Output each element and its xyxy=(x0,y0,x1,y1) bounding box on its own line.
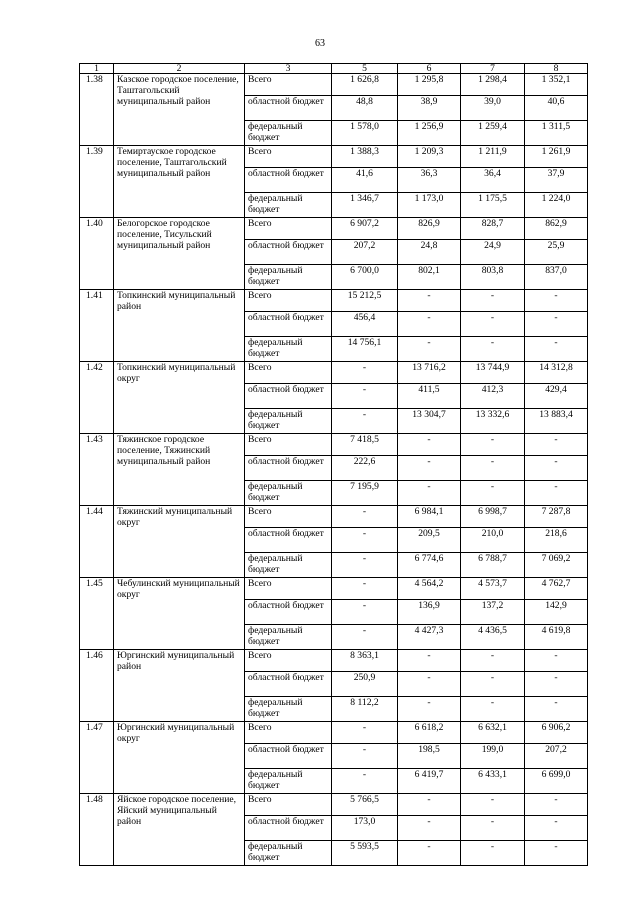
value-col-7: - xyxy=(461,481,525,506)
value-col-6: - xyxy=(398,337,461,362)
value-col-6: 198,5 xyxy=(398,744,461,769)
header-cell: 2 xyxy=(114,64,245,74)
value-col-6: - xyxy=(398,816,461,841)
value-col-8: 7 287,8 xyxy=(525,506,588,528)
funding-type: областной бюджет xyxy=(245,672,332,697)
row-number: 1.45 xyxy=(80,578,114,650)
table-row xyxy=(80,290,588,312)
value-col-8: - xyxy=(525,456,588,481)
funding-type: федеральный бюджет xyxy=(245,121,332,146)
value-col-7: - xyxy=(461,434,525,456)
funding-type: областной бюджет xyxy=(245,816,332,841)
value-col-6: 38,9 xyxy=(398,96,461,121)
value-col-7: 210,0 xyxy=(461,528,525,553)
value-col-6: 6 618,2 xyxy=(398,722,461,744)
funding-type: Всего xyxy=(245,218,332,240)
value-col-8: 1 311,5 xyxy=(525,121,588,146)
value-col-7: 1 259,4 xyxy=(461,121,525,146)
table-row xyxy=(80,722,588,744)
value-col-7: - xyxy=(461,650,525,672)
value-col-5: 41,6 xyxy=(332,168,398,193)
value-col-5: 8 363,1 xyxy=(332,650,398,672)
value-col-5: - xyxy=(332,384,398,409)
value-col-7: - xyxy=(461,337,525,362)
value-col-8: - xyxy=(525,672,588,697)
value-col-8: 1 261,9 xyxy=(525,146,588,168)
value-col-7: 137,2 xyxy=(461,600,525,625)
value-col-7: - xyxy=(461,841,525,866)
value-col-8: 40,6 xyxy=(525,96,588,121)
value-col-5: 1 388,3 xyxy=(332,146,398,168)
funding-type: областной бюджет xyxy=(245,312,332,337)
value-col-7: - xyxy=(461,697,525,722)
value-col-5: 250,9 xyxy=(332,672,398,697)
value-col-5: 456,4 xyxy=(332,312,398,337)
territory-name: Топкинский муниципальный район xyxy=(114,290,245,362)
value-col-7: 6 632,1 xyxy=(461,722,525,744)
row-number: 1.48 xyxy=(80,794,114,866)
funding-type: Всего xyxy=(245,74,332,96)
funding-type: областной бюджет xyxy=(245,456,332,481)
value-col-8: - xyxy=(525,816,588,841)
value-col-6: 6 774,6 xyxy=(398,553,461,578)
funding-type: Всего xyxy=(245,722,332,744)
territory-name: Казское городское поселение, Таштагольский муниципальный район xyxy=(114,74,245,146)
value-col-7: 6 998,7 xyxy=(461,506,525,528)
value-col-5: 14 756,1 xyxy=(332,337,398,362)
value-col-5: - xyxy=(332,578,398,600)
table-row xyxy=(80,218,588,240)
row-number: 1.40 xyxy=(80,218,114,290)
value-col-8: 218,6 xyxy=(525,528,588,553)
table-row xyxy=(80,794,588,816)
funding-type: Всего xyxy=(245,434,332,456)
funding-type: Всего xyxy=(245,506,332,528)
value-col-8: 14 312,8 xyxy=(525,362,588,384)
value-col-6: 411,5 xyxy=(398,384,461,409)
funding-type: федеральный бюджет xyxy=(245,553,332,578)
value-col-7: 6 788,7 xyxy=(461,553,525,578)
budget-table xyxy=(79,63,588,866)
value-col-6: 802,1 xyxy=(398,265,461,290)
row-number: 1.46 xyxy=(80,650,114,722)
value-col-8: 7 069,2 xyxy=(525,553,588,578)
value-col-7: - xyxy=(461,290,525,312)
value-col-7: 24,9 xyxy=(461,240,525,265)
value-col-5: 6 700,0 xyxy=(332,265,398,290)
value-col-8: - xyxy=(525,794,588,816)
value-col-5: - xyxy=(332,600,398,625)
value-col-5: 48,8 xyxy=(332,96,398,121)
funding-type: Всего xyxy=(245,146,332,168)
funding-type: областной бюджет xyxy=(245,384,332,409)
value-col-8: 4 619,8 xyxy=(525,625,588,650)
funding-type: областной бюджет xyxy=(245,744,332,769)
value-col-5: - xyxy=(332,362,398,384)
value-col-5: - xyxy=(332,625,398,650)
value-col-5: 207,2 xyxy=(332,240,398,265)
value-col-8: - xyxy=(525,650,588,672)
value-col-5: 173,0 xyxy=(332,816,398,841)
value-col-6: 24,8 xyxy=(398,240,461,265)
funding-type: федеральный бюджет xyxy=(245,265,332,290)
value-col-8: - xyxy=(525,312,588,337)
funding-type: федеральный бюджет xyxy=(245,409,332,434)
value-col-7: 828,7 xyxy=(461,218,525,240)
value-col-7: 39,0 xyxy=(461,96,525,121)
funding-type: Всего xyxy=(245,578,332,600)
value-col-7: 199,0 xyxy=(461,744,525,769)
value-col-5: - xyxy=(332,722,398,744)
value-col-6: - xyxy=(398,650,461,672)
value-col-8: 4 762,7 xyxy=(525,578,588,600)
value-col-5: 7 195,9 xyxy=(332,481,398,506)
value-col-8: 862,9 xyxy=(525,218,588,240)
value-col-6: - xyxy=(398,290,461,312)
value-col-6: 6 419,7 xyxy=(398,769,461,794)
value-col-7: - xyxy=(461,672,525,697)
value-col-5: 1 626,8 xyxy=(332,74,398,96)
value-col-5: 6 907,2 xyxy=(332,218,398,240)
value-col-6: 13 304,7 xyxy=(398,409,461,434)
territory-name: Яйское городское поселение, Яйский муниципальный район xyxy=(114,794,245,866)
value-col-6: 1 295,8 xyxy=(398,74,461,96)
value-col-6: 209,5 xyxy=(398,528,461,553)
funding-type: областной бюджет xyxy=(245,600,332,625)
value-col-5: - xyxy=(332,769,398,794)
funding-type: Всего xyxy=(245,650,332,672)
value-col-6: 826,9 xyxy=(398,218,461,240)
row-number: 1.44 xyxy=(80,506,114,578)
funding-type: областной бюджет xyxy=(245,240,332,265)
funding-type: Всего xyxy=(245,794,332,816)
table-row xyxy=(80,146,588,168)
value-col-8: 6 699,0 xyxy=(525,769,588,794)
page-number: 63 xyxy=(315,38,325,49)
value-col-6: 36,3 xyxy=(398,168,461,193)
value-col-7: 4 436,5 xyxy=(461,625,525,650)
value-col-7: 6 433,1 xyxy=(461,769,525,794)
funding-type: областной бюджет xyxy=(245,168,332,193)
value-col-7: 13 744,9 xyxy=(461,362,525,384)
funding-type: федеральный бюджет xyxy=(245,193,332,218)
value-col-6: - xyxy=(398,456,461,481)
funding-type: федеральный бюджет xyxy=(245,697,332,722)
value-col-6: - xyxy=(398,794,461,816)
value-col-5: - xyxy=(332,744,398,769)
value-col-5: 15 212,5 xyxy=(332,290,398,312)
value-col-6: 1 256,9 xyxy=(398,121,461,146)
value-col-7: 412,3 xyxy=(461,384,525,409)
territory-name: Тяжинский муниципальный округ xyxy=(114,506,245,578)
value-col-5: - xyxy=(332,553,398,578)
value-col-5: 5 593,5 xyxy=(332,841,398,866)
value-col-8: 1 224,0 xyxy=(525,193,588,218)
table-row xyxy=(80,74,588,96)
row-number: 1.38 xyxy=(80,74,114,146)
funding-type: Всего xyxy=(245,290,332,312)
value-col-8: 429,4 xyxy=(525,384,588,409)
value-col-6: - xyxy=(398,312,461,337)
funding-type: областной бюджет xyxy=(245,528,332,553)
row-number: 1.41 xyxy=(80,290,114,362)
header-cell: 1 xyxy=(80,64,114,74)
value-col-8: 13 883,4 xyxy=(525,409,588,434)
table-row xyxy=(80,650,588,672)
value-col-5: 7 418,5 xyxy=(332,434,398,456)
value-col-8: - xyxy=(525,841,588,866)
value-col-6: 1 209,3 xyxy=(398,146,461,168)
header-cell: 6 xyxy=(398,64,461,74)
value-col-8: - xyxy=(525,337,588,362)
table-row xyxy=(80,434,588,456)
value-col-5: - xyxy=(332,528,398,553)
value-col-5: 8 112,2 xyxy=(332,697,398,722)
value-col-6: 4 427,3 xyxy=(398,625,461,650)
value-col-6: - xyxy=(398,697,461,722)
table-body xyxy=(80,64,588,866)
territory-name: Топкинский муниципальный округ xyxy=(114,362,245,434)
value-col-7: - xyxy=(461,312,525,337)
value-col-5: 1 578,0 xyxy=(332,121,398,146)
territory-name: Белогорское городское поселение, Тисульский муниципальный район xyxy=(114,218,245,290)
value-col-7: - xyxy=(461,456,525,481)
row-number: 1.47 xyxy=(80,722,114,794)
value-col-5: 5 766,5 xyxy=(332,794,398,816)
header-cell: 7 xyxy=(461,64,525,74)
value-col-7: 36,4 xyxy=(461,168,525,193)
territory-name: Темиртауское городское поселение, Таштагольский муниципальный район xyxy=(114,146,245,218)
value-col-7: 1 175,5 xyxy=(461,193,525,218)
funding-type: федеральный бюджет xyxy=(245,481,332,506)
row-number: 1.42 xyxy=(80,362,114,434)
funding-type: областной бюджет xyxy=(245,96,332,121)
value-col-7: 4 573,7 xyxy=(461,578,525,600)
value-col-7: 1 298,4 xyxy=(461,74,525,96)
row-number: 1.43 xyxy=(80,434,114,506)
value-col-6: 136,9 xyxy=(398,600,461,625)
table-row xyxy=(80,362,588,384)
value-col-8: - xyxy=(525,290,588,312)
value-col-8: 25,9 xyxy=(525,240,588,265)
value-col-6: - xyxy=(398,672,461,697)
value-col-5: - xyxy=(332,409,398,434)
value-col-6: - xyxy=(398,434,461,456)
value-col-8: 1 352,1 xyxy=(525,74,588,96)
value-col-8: 6 906,2 xyxy=(525,722,588,744)
value-col-7: 803,8 xyxy=(461,265,525,290)
funding-type: Всего xyxy=(245,362,332,384)
value-col-8: 207,2 xyxy=(525,744,588,769)
header-cell: 5 xyxy=(332,64,398,74)
value-col-7: 1 211,9 xyxy=(461,146,525,168)
funding-type: федеральный бюджет xyxy=(245,337,332,362)
value-col-8: 142,9 xyxy=(525,600,588,625)
value-col-7: 13 332,6 xyxy=(461,409,525,434)
header-row xyxy=(80,64,588,74)
value-col-8: - xyxy=(525,481,588,506)
value-col-7: - xyxy=(461,816,525,841)
value-col-7: - xyxy=(461,794,525,816)
territory-name: Юргинский муниципальный район xyxy=(114,650,245,722)
header-cell: 3 xyxy=(245,64,332,74)
value-col-8: - xyxy=(525,434,588,456)
value-col-8: 837,0 xyxy=(525,265,588,290)
value-col-8: 37,9 xyxy=(525,168,588,193)
funding-type: федеральный бюджет xyxy=(245,841,332,866)
value-col-5: 1 346,7 xyxy=(332,193,398,218)
header-cell: 8 xyxy=(525,64,588,74)
value-col-5: - xyxy=(332,506,398,528)
value-col-6: 4 564,2 xyxy=(398,578,461,600)
value-col-6: 1 173,0 xyxy=(398,193,461,218)
value-col-6: - xyxy=(398,841,461,866)
value-col-5: 222,6 xyxy=(332,456,398,481)
value-col-6: 13 716,2 xyxy=(398,362,461,384)
value-col-8: - xyxy=(525,697,588,722)
table-row xyxy=(80,506,588,528)
territory-name: Тяжинское городское поселение, Тяжинский муниципальный район xyxy=(114,434,245,506)
value-col-6: - xyxy=(398,481,461,506)
value-col-6: 6 984,1 xyxy=(398,506,461,528)
territory-name: Чебулинский муниципальный округ xyxy=(114,578,245,650)
funding-type: федеральный бюджет xyxy=(245,769,332,794)
funding-type: федеральный бюджет xyxy=(245,625,332,650)
row-number: 1.39 xyxy=(80,146,114,218)
table-row xyxy=(80,578,588,600)
territory-name: Юргинский муниципальный округ xyxy=(114,722,245,794)
